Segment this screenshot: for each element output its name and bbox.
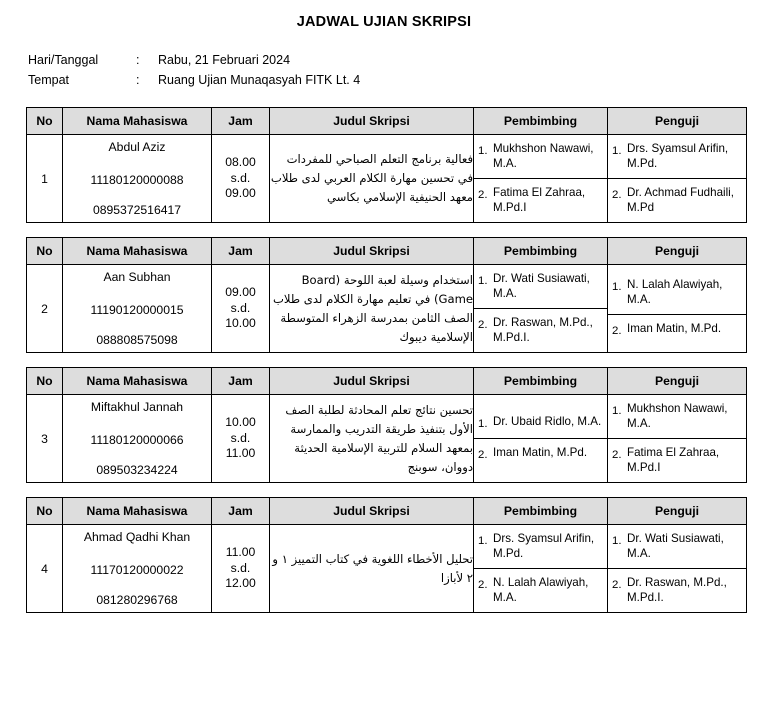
exam-end-time: 11.00 [225, 446, 256, 461]
student-phone: 088808575098 [96, 332, 178, 347]
student-phone: 081280296768 [96, 592, 178, 607]
meta-separator: : [136, 73, 140, 87]
supervisor-name: Fatima El Zahraa, M.Pd.I [493, 186, 586, 214]
examiner-name: Mukhshon Nawawi, M.A. [627, 402, 728, 430]
student-phone: 0895372516417 [92, 202, 182, 217]
supervisor-entry [474, 135, 607, 179]
examiner-index: 2. [612, 449, 622, 461]
examiner-entry [608, 439, 746, 483]
student-nim: 11180120000088 [90, 172, 184, 187]
exam-end-time: 12.00 [225, 576, 256, 591]
exam-time-separator: s.d. [230, 170, 251, 185]
supervisor-index: 2. [478, 579, 488, 591]
examiner-entry [608, 525, 746, 569]
meta-value-tempat: Ruang Ujian Munaqasyah FITK Lt. 4 [158, 73, 361, 87]
column-header-penguji: Penguji [608, 498, 747, 525]
exam-start-time: 09.00 [225, 285, 256, 300]
meta-row-tempat [28, 70, 768, 90]
meta-label-hari-tanggal: Hari/Tanggal [28, 53, 99, 67]
column-header-penguji: Penguji [608, 238, 747, 265]
column-header-pembimbing: Pembimbing [474, 238, 608, 265]
supervisor-name: Dr. Raswan, M.Pd., M.Pd.I. [493, 316, 593, 344]
examiner-name: Iman Matin, M.Pd. [627, 322, 722, 336]
supervisor-name: Dr. Ubaid Ridlo, M.A. [493, 414, 602, 428]
cell-jam [212, 135, 270, 223]
examiner-index: 1. [612, 535, 622, 547]
column-header-penguji: Penguji [608, 368, 747, 395]
cell-no: 2 [27, 265, 63, 353]
table-row [27, 265, 747, 353]
supervisor-index: 1. [478, 275, 488, 287]
examiner-entry [608, 135, 746, 179]
column-header-judul: Judul Skripsi [270, 368, 474, 395]
schedule-table [26, 367, 747, 483]
column-header-jam: Jam [212, 368, 270, 395]
cell-judul-skripsi: استخدام وسيلة لعبة اللوحة (Board Game) في تعليم مهارة الكلام لدى طلاب الصف الثامن بمدرسة الزهراء المتوسطة الإسلامية ديبوك [270, 265, 474, 353]
cell-nama-mahasiswa [63, 525, 212, 613]
document-page [0, 8, 768, 727]
supervisor-index: 2. [478, 449, 488, 461]
schedule-table [26, 107, 747, 223]
column-header-nama: Nama Mahasiswa [63, 498, 212, 525]
cell-nama-mahasiswa [63, 135, 212, 223]
column-header-jam: Jam [212, 238, 270, 265]
exam-start-time: 08.00 [225, 155, 256, 170]
column-header-no: No [27, 498, 63, 525]
exam-time-separator: s.d. [230, 430, 251, 445]
meta-value-hari-tanggal: Rabu, 21 Februari 2024 [158, 53, 291, 67]
table-header-row [27, 498, 747, 525]
examiner-entry [608, 271, 746, 315]
column-header-no: No [27, 108, 63, 135]
column-header-nama: Nama Mahasiswa [63, 108, 212, 135]
meta-separator: : [136, 53, 140, 67]
column-header-no: No [27, 238, 63, 265]
cell-judul-skripsi: تحسين نتائج تعلم المحادثة لطلبة الصف الأول بتنفيذ طريقة التدريب والممارسة بمعهد السلام للتربية الإسلامية الحديثة دووان، سوبنج [270, 395, 474, 483]
table-header-row [27, 108, 747, 135]
student-nim: 11190120000015 [90, 302, 184, 317]
column-header-pembimbing: Pembimbing [474, 108, 608, 135]
column-header-pembimbing: Pembimbing [474, 368, 608, 395]
cell-judul-skripsi: فعالية برنامج التعلم الصباحي للمفردات في تحسين مهارة الكلام العربي لدى طلاب معهد الحنيفية الإسلامي بكاسي [270, 135, 474, 223]
examiner-entry [608, 569, 746, 613]
schedule-tables [0, 107, 768, 613]
table-header-row [27, 368, 747, 395]
table-row [27, 525, 747, 613]
column-header-no: No [27, 368, 63, 395]
exam-start-time: 10.00 [225, 415, 256, 430]
supervisor-index: 1. [478, 145, 488, 157]
exam-start-time: 11.00 [225, 545, 256, 560]
supervisor-index: 2. [478, 319, 488, 331]
cell-jam [212, 395, 270, 483]
examiner-entry [608, 315, 746, 346]
column-header-penguji: Penguji [608, 108, 747, 135]
cell-pembimbing [474, 395, 608, 483]
examiner-name: Fatima El Zahraa, M.Pd.I [627, 446, 720, 474]
examiner-name: Dr. Wati Susiawati, M.A. [627, 532, 724, 560]
table-row [27, 395, 747, 483]
cell-judul-skripsi: تحليل الأخطاء اللغوية في كتاب التمييز ١ و ٢ لأبازا [270, 525, 474, 613]
supervisor-name: Iman Matin, M.Pd. [493, 446, 588, 459]
column-header-judul: Judul Skripsi [270, 108, 474, 135]
cell-penguji [608, 525, 747, 613]
examiner-name: Dr. Raswan, M.Pd., M.Pd.I. [627, 576, 727, 604]
cell-pembimbing [474, 265, 608, 353]
supervisor-index: 2. [478, 189, 488, 201]
column-header-judul: Judul Skripsi [270, 498, 474, 525]
examiner-name: N. Lalah Alawiyah, M.A. [627, 278, 723, 306]
examiner-entry [608, 395, 746, 439]
examiner-name: Drs. Syamsul Arifin, M.Pd. [627, 142, 729, 170]
supervisor-index: 1. [478, 417, 488, 430]
supervisor-entry [474, 525, 607, 569]
student-name: Miftakhul Jannah [90, 399, 184, 414]
column-header-judul: Judul Skripsi [270, 238, 474, 265]
meta-label-tempat: Tempat [28, 73, 69, 87]
student-name: Ahmad Qadhi Khan [83, 529, 191, 544]
supervisor-name: Dr. Wati Susiawati, M.A. [493, 272, 590, 300]
table-row [27, 135, 747, 223]
examiner-index: 2. [612, 325, 622, 338]
cell-pembimbing [474, 135, 608, 223]
supervisor-entry [474, 309, 607, 353]
cell-penguji [608, 265, 747, 353]
column-header-nama: Nama Mahasiswa [63, 238, 212, 265]
column-header-jam: Jam [212, 108, 270, 135]
examiner-index: 1. [612, 145, 622, 157]
examiner-entry [608, 179, 746, 223]
cell-no: 4 [27, 525, 63, 613]
supervisor-entry [474, 265, 607, 309]
exam-end-time: 10.00 [225, 316, 256, 331]
supervisor-entry [474, 569, 607, 613]
table-header-row [27, 238, 747, 265]
examiner-name: Dr. Achmad Fudhaili, M.Pd [627, 186, 734, 214]
exam-time-separator: s.d. [230, 560, 251, 575]
meta-row-hari-tanggal [28, 50, 768, 70]
page-title: JADWAL UJIAN SKRIPSI [296, 14, 472, 30]
column-header-nama: Nama Mahasiswa [63, 368, 212, 395]
schedule-table [26, 237, 747, 353]
cell-nama-mahasiswa [63, 265, 212, 353]
examiner-index: 2. [612, 189, 622, 201]
student-name: Abdul Aziz [108, 139, 166, 154]
cell-pembimbing [474, 525, 608, 613]
student-nim: 11180120000066 [90, 432, 184, 447]
document-meta [28, 50, 768, 90]
student-name: Aan Subhan [103, 269, 171, 284]
cell-jam [212, 265, 270, 353]
student-nim: 11170120000022 [90, 562, 184, 577]
supervisor-name: Drs. Syamsul Arifin, M.Pd. [493, 532, 595, 560]
exam-end-time: 09.00 [225, 186, 256, 201]
supervisor-name: Mukhshon Nawawi, M.A. [493, 142, 594, 170]
cell-no: 1 [27, 135, 63, 223]
supervisor-entry [474, 408, 607, 439]
column-header-jam: Jam [212, 498, 270, 525]
examiner-index: 2. [612, 579, 622, 591]
examiner-index: 1. [612, 405, 622, 417]
cell-no: 3 [27, 395, 63, 483]
student-phone: 089503234224 [96, 462, 178, 477]
supervisor-entry [474, 179, 607, 223]
cell-nama-mahasiswa [63, 395, 212, 483]
supervisor-index: 1. [478, 535, 488, 547]
cell-penguji [608, 135, 747, 223]
cell-jam [212, 525, 270, 613]
supervisor-entry [474, 439, 607, 470]
cell-penguji [608, 395, 747, 483]
supervisor-name: N. Lalah Alawiyah, M.A. [493, 576, 589, 604]
examiner-index: 1. [612, 281, 622, 294]
exam-time-separator: s.d. [230, 300, 251, 315]
column-header-pembimbing: Pembimbing [474, 498, 608, 525]
schedule-table [26, 497, 747, 613]
